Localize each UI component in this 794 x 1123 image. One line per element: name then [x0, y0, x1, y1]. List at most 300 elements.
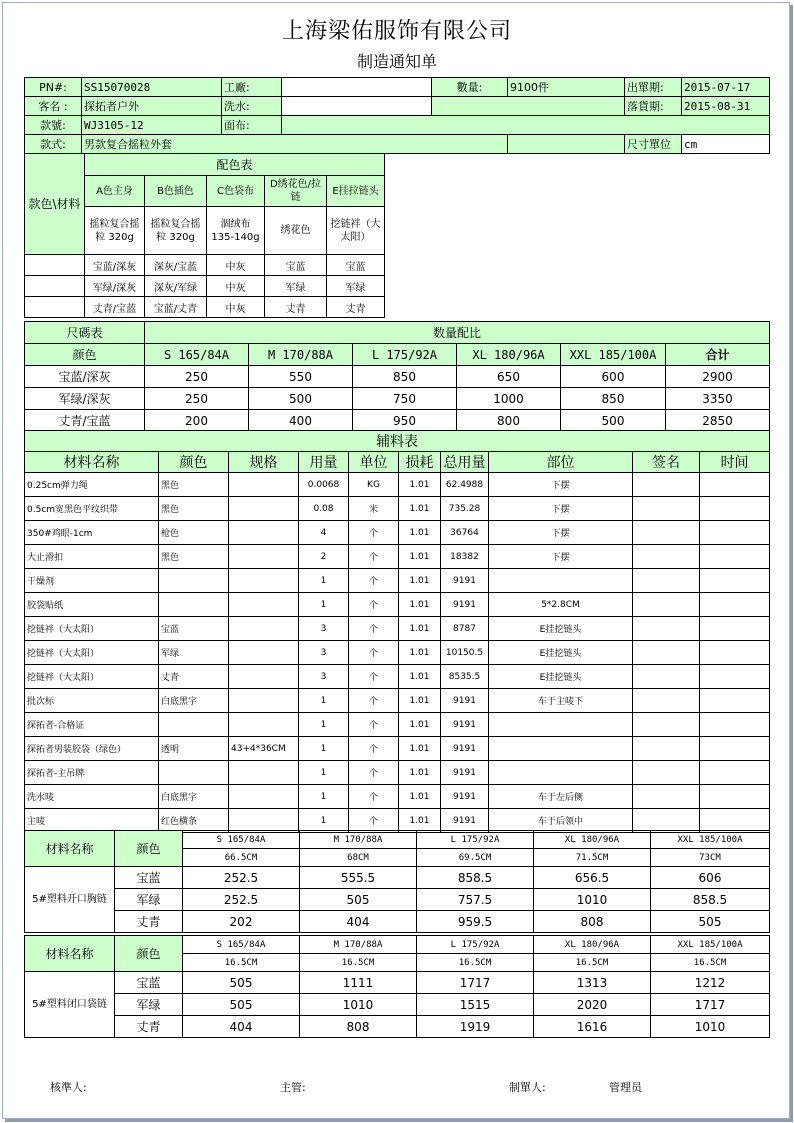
- accessory-sign-cell: [633, 641, 700, 665]
- quantity-cell: 500: [561, 410, 666, 432]
- zipper-qty-cell: 505: [651, 911, 770, 933]
- palette-cell: 深灰/军绿: [145, 276, 207, 297]
- maker-name: 管理员: [609, 1081, 642, 1094]
- accessory-cell: 探拓者-主吊牌: [25, 761, 159, 785]
- zipper-color-cell: 宝蓝: [115, 972, 183, 994]
- quantity-cell: 250: [145, 388, 249, 410]
- accessory-cell: 4: [299, 521, 349, 545]
- accessory-cell: 丈青: [159, 665, 229, 689]
- accessory-cell: 36764: [441, 521, 489, 545]
- accessory-sign-cell: [633, 617, 700, 641]
- zipper-row: [25, 972, 770, 994]
- accessory-cell: 1.01: [399, 473, 441, 497]
- accessory-cell: 探拓者男装胶袋（绿色）: [25, 737, 159, 761]
- accessory-time-cell: [700, 569, 770, 593]
- accessory-time-cell: [700, 737, 770, 761]
- accessory-cell: 1.01: [399, 689, 441, 713]
- quantity-row: [25, 388, 770, 410]
- accessory-cell: 下摆: [489, 497, 633, 521]
- accessories-column-header: 颜色: [159, 452, 229, 473]
- palette-row-blank: [25, 297, 85, 318]
- zipper-length-cell: 66.5CM: [183, 849, 300, 867]
- accessory-row: [25, 569, 770, 593]
- accessory-cell: 个: [349, 665, 399, 689]
- accessory-row: [25, 785, 770, 809]
- accessory-row: [25, 713, 770, 737]
- quantity-total-cell: 2900: [666, 366, 770, 388]
- zipper-qty-cell: 555.5: [300, 867, 417, 889]
- zipper-color-header: 颜色: [115, 831, 183, 867]
- accessory-cell: 62.4988: [441, 473, 489, 497]
- accessory-cell: 挖链袢（大太阳）: [25, 665, 159, 689]
- zipper-length-cell: 16.5CM: [417, 954, 534, 972]
- zipper-size-header: XL 180/96A: [534, 936, 651, 954]
- palette-column-header: B色插色: [145, 176, 207, 207]
- factory-value: [282, 78, 432, 97]
- zipper-qty-cell: 1717: [417, 972, 534, 994]
- accessory-cell: 18382: [441, 545, 489, 569]
- zipper-name-header: 材料名称: [25, 831, 115, 867]
- accessory-cell: 350#鸡眼-1cm: [25, 521, 159, 545]
- accessory-cell: 下摆: [489, 545, 633, 569]
- accessories-column-header: 总用量: [441, 452, 489, 473]
- zipper-qty-cell: 404: [300, 911, 417, 933]
- accessory-cell: 个: [349, 809, 399, 833]
- quantity-color-cell: 丈青/宝蓝: [25, 410, 145, 432]
- zipper-length-cell: 16.5CM: [651, 954, 770, 972]
- accessories-column-header: 损耗: [399, 452, 441, 473]
- accessory-cell: 1: [299, 569, 349, 593]
- palette-cell: 中灰: [207, 276, 265, 297]
- accessory-sign-cell: [633, 665, 700, 689]
- accessory-cell: [229, 545, 299, 569]
- accessory-cell: 个: [349, 521, 399, 545]
- supervisor-label: 主管:: [280, 1081, 306, 1094]
- zipper-qty-cell: 1717: [651, 994, 770, 1016]
- accessory-sign-cell: [633, 809, 700, 833]
- accessory-cell: 1.01: [399, 641, 441, 665]
- zipper-size-header: L 175/92A: [417, 831, 534, 849]
- zipper-material-cell: 5#塑料闭口袋链: [25, 972, 115, 1038]
- accessory-time-cell: [700, 665, 770, 689]
- accessory-cell: 个: [349, 569, 399, 593]
- accessory-cell: 1.01: [399, 809, 441, 833]
- color-column-header: 颜色: [25, 344, 145, 366]
- size-column-header: S 165/84A: [145, 344, 249, 366]
- accessory-cell: 1.01: [399, 593, 441, 617]
- palette-material-cell: 摇粒复合摇粒 320g: [145, 207, 207, 255]
- accessory-cell: 批次标: [25, 689, 159, 713]
- zipper-size-header: XL 180/96A: [534, 831, 651, 849]
- ship-date-label: 出單期:: [625, 78, 682, 97]
- accessory-cell: [229, 593, 299, 617]
- accessory-cell: 个: [349, 545, 399, 569]
- palette-column-header: A色主身: [85, 176, 145, 207]
- accessory-cell: 宝蓝: [159, 617, 229, 641]
- accessory-cell: [229, 473, 299, 497]
- zipper-qty-cell: 252.5: [183, 867, 300, 889]
- palette-row: [25, 255, 770, 276]
- accessory-cell: 黑色: [159, 497, 229, 521]
- accessories-column-header: 用量: [299, 452, 349, 473]
- accessory-cell: 洗水唛: [25, 785, 159, 809]
- zipper-qty-cell: 656.5: [534, 867, 651, 889]
- quantity-cell: 800: [457, 410, 561, 432]
- accessory-cell: 下摆: [489, 521, 633, 545]
- zipper-length-cell: 16.5CM: [534, 954, 651, 972]
- accessory-sign-cell: [633, 785, 700, 809]
- quantity-ratio-label: 数量配比: [145, 322, 770, 344]
- accessory-cell: 735.28: [441, 497, 489, 521]
- accessory-cell: [229, 713, 299, 737]
- accessory-row: [25, 617, 770, 641]
- accessory-cell: 1.01: [399, 545, 441, 569]
- customer-value: 探拓者户外: [82, 97, 222, 116]
- palette-row: [25, 276, 770, 297]
- quantity-color-cell: 宝蓝/深灰: [25, 366, 145, 388]
- accessory-cell: 9191: [441, 713, 489, 737]
- accessory-cell: 大止滑扣: [25, 545, 159, 569]
- accessory-row: [25, 665, 770, 689]
- accessory-cell: 9191: [441, 593, 489, 617]
- accessory-cell: KG: [349, 473, 399, 497]
- palette-cell: 中灰: [207, 255, 265, 276]
- zipper-length-cell: 69.5CM: [417, 849, 534, 867]
- accessory-cell: 1.01: [399, 521, 441, 545]
- palette-title: 配色表: [85, 154, 385, 176]
- accessory-time-cell: [700, 785, 770, 809]
- palette-cell: 宝蓝: [265, 255, 327, 276]
- zipper-length-cell: 73CM: [651, 849, 770, 867]
- zipper-qty-cell: 202: [183, 911, 300, 933]
- zipper-qty-cell: 808: [300, 1016, 417, 1038]
- type-blank: [508, 135, 625, 154]
- palette-cell: 丈青/宝蓝: [85, 297, 145, 318]
- zipper-row: [25, 889, 770, 911]
- accessory-sign-cell: [633, 761, 700, 785]
- zipper-size-header: XXL 185/100A: [651, 936, 770, 954]
- accessory-cell: 5*2.8CM: [489, 593, 633, 617]
- wash-label: 洗水:: [222, 97, 282, 116]
- quantity-cell: 650: [457, 366, 561, 388]
- accessory-cell: 9191: [441, 737, 489, 761]
- accessory-cell: 车于后领中: [489, 809, 633, 833]
- quantity-table: [24, 321, 770, 432]
- zipper-qty-cell: 858.5: [651, 889, 770, 911]
- palette-material-cell: 摇粒复合摇粒 320g: [85, 207, 145, 255]
- zipper-size-header: M 170/88A: [300, 831, 417, 849]
- zipper-qty-cell: 404: [183, 1016, 300, 1038]
- accessory-sign-cell: [633, 473, 700, 497]
- accessory-time-cell: [700, 713, 770, 737]
- accessory-cell: 枪色: [159, 521, 229, 545]
- accessory-time-cell: [700, 521, 770, 545]
- accessory-cell: 探拓者-合格证: [25, 713, 159, 737]
- accessory-sign-cell: [633, 545, 700, 569]
- customer-label: 客名 :: [25, 97, 82, 116]
- palette-cell: 宝蓝: [327, 255, 385, 276]
- quantity-total-cell: 2850: [666, 410, 770, 432]
- accessory-cell: 1.01: [399, 761, 441, 785]
- palette-cell: 军绿: [327, 276, 385, 297]
- due-date-label: 落貨期:: [625, 97, 682, 116]
- quantity-total-cell: 3350: [666, 388, 770, 410]
- zipper-qty-cell: 1616: [534, 1016, 651, 1038]
- factory-label: 工廠:: [222, 78, 282, 97]
- palette-cell: 中灰: [207, 297, 265, 318]
- accessory-cell: 9191: [441, 569, 489, 593]
- accessory-time-cell: [700, 473, 770, 497]
- zipper-qty-cell: 252.5: [183, 889, 300, 911]
- quantity-cell: 400: [249, 410, 353, 432]
- zipper-qty-cell: 505: [183, 972, 300, 994]
- accessory-cell: 1.01: [399, 497, 441, 521]
- accessory-cell: 干燥剂: [25, 569, 159, 593]
- accessory-cell: 白底黑字: [159, 785, 229, 809]
- palette-cell: 深灰/宝蓝: [145, 255, 207, 276]
- accessory-cell: 43+4*36CM: [229, 737, 299, 761]
- accessory-row: [25, 761, 770, 785]
- size-unit-value: cm: [682, 135, 770, 154]
- palette-material-cell: 涸绒布 135-140g: [207, 207, 265, 255]
- zipper-row: [25, 867, 770, 889]
- form-title: 制造通知单: [356, 52, 437, 71]
- accessory-sign-cell: [633, 689, 700, 713]
- accessory-cell: 白底黑字: [159, 689, 229, 713]
- accessory-cell: [159, 713, 229, 737]
- zipper-size-header: M 170/88A: [300, 936, 417, 954]
- accessory-cell: [229, 617, 299, 641]
- palette-cell: 宝蓝/深灰: [85, 255, 145, 276]
- zipper-row: [25, 994, 770, 1016]
- accessory-cell: 挖链袢（大太阳）: [25, 617, 159, 641]
- accessories-column-header: 规格: [229, 452, 299, 473]
- palette-cell: 军绿/深灰: [85, 276, 145, 297]
- accessory-cell: 个: [349, 689, 399, 713]
- accessory-row: [25, 641, 770, 665]
- palette-cell: 宝蓝/丈青: [145, 297, 207, 318]
- accessory-cell: 3: [299, 641, 349, 665]
- fabric-value: [282, 116, 770, 135]
- zipper-qty-cell: 1010: [300, 994, 417, 1016]
- quantity-cell: 250: [145, 366, 249, 388]
- zipper-length-cell: 16.5CM: [300, 954, 417, 972]
- accessory-cell: E挂挖链头: [489, 641, 633, 665]
- zipper-qty-cell: 1515: [417, 994, 534, 1016]
- accessory-cell: 8787: [441, 617, 489, 641]
- accessory-row: [25, 689, 770, 713]
- accessory-row: [25, 593, 770, 617]
- accessory-cell: 透明: [159, 737, 229, 761]
- zipper-size-header: L 175/92A: [417, 936, 534, 954]
- zipper-qty-cell: 858.5: [417, 867, 534, 889]
- total-column-header: 合计: [666, 344, 770, 366]
- accessory-cell: 0.5cm宽黑色平纹织带: [25, 497, 159, 521]
- zipper-length-cell: 68CM: [300, 849, 417, 867]
- accessory-cell: [489, 713, 633, 737]
- accessories-column-header: 部位: [489, 452, 633, 473]
- quantity-cell: 500: [249, 388, 353, 410]
- zipper-table-2: [24, 935, 770, 1038]
- type-value: 男款复合摇粒外套: [82, 135, 508, 154]
- header-info-table: [24, 77, 770, 154]
- accessory-time-cell: [700, 689, 770, 713]
- accessory-sign-cell: [633, 713, 700, 737]
- zipper-qty-cell: 2020: [534, 994, 651, 1016]
- accessory-cell: 1: [299, 713, 349, 737]
- accessories-column-header: 单位: [349, 452, 399, 473]
- accessory-cell: 9191: [441, 809, 489, 833]
- accessory-sign-cell: [633, 521, 700, 545]
- quantity-color-cell: 军绿/深灰: [25, 388, 145, 410]
- accessory-row: [25, 473, 770, 497]
- zipper-qty-cell: 505: [183, 994, 300, 1016]
- style-no-label: 款號:: [25, 116, 82, 135]
- accessory-cell: 军绿: [159, 641, 229, 665]
- accessory-cell: 1.01: [399, 785, 441, 809]
- accessory-cell: 1: [299, 737, 349, 761]
- accessory-cell: 1: [299, 809, 349, 833]
- accessory-cell: [229, 521, 299, 545]
- palette-row-label: 款色\材料: [25, 154, 85, 255]
- ship-date-value: 2015-07-17: [682, 78, 770, 97]
- zipper-color-cell: 军绿: [115, 994, 183, 1016]
- quantity-row: [25, 410, 770, 432]
- accessory-time-cell: [700, 809, 770, 833]
- accessory-cell: [229, 641, 299, 665]
- accessory-cell: [159, 761, 229, 785]
- accessory-cell: 主唛: [25, 809, 159, 833]
- accessories-column-header: 材料名称: [25, 452, 159, 473]
- pn-label: PN#:: [25, 78, 82, 97]
- zipper-qty-cell: 1010: [651, 1016, 770, 1038]
- zipper-length-cell: 16.5CM: [183, 954, 300, 972]
- pn-value: SS15070028: [82, 78, 222, 97]
- accessory-cell: [229, 665, 299, 689]
- accessory-cell: [229, 689, 299, 713]
- quantity-cell: 850: [353, 366, 457, 388]
- size-column-header: XL 180/96A: [457, 344, 561, 366]
- zipper-color-cell: 军绿: [115, 889, 183, 911]
- quantity-cell: 200: [145, 410, 249, 432]
- quantity-row: [25, 366, 770, 388]
- accessory-sign-cell: [633, 497, 700, 521]
- accessory-sign-cell: [633, 593, 700, 617]
- accessory-cell: 黑色: [159, 545, 229, 569]
- accessory-cell: 0.08: [299, 497, 349, 521]
- accessory-cell: 米: [349, 497, 399, 521]
- palette-column-header: E挂拉链头: [327, 176, 385, 207]
- zipper-qty-cell: 1919: [417, 1016, 534, 1038]
- accessory-cell: [229, 761, 299, 785]
- accessory-cell: [229, 497, 299, 521]
- zipper-color-header: 颜色: [115, 936, 183, 972]
- zipper-qty-cell: 757.5: [417, 889, 534, 911]
- company-name: 上海梁佑服饰有限公司: [281, 19, 512, 44]
- accessory-cell: [489, 761, 633, 785]
- accessory-time-cell: [700, 497, 770, 521]
- palette-row-blank: [25, 255, 85, 276]
- accessory-cell: [229, 785, 299, 809]
- quantity-cell: 550: [249, 366, 353, 388]
- accessory-row: [25, 809, 770, 833]
- size-unit-label: 尺寸單位: [625, 135, 682, 154]
- size-column-header: L 175/92A: [353, 344, 457, 366]
- wash-value: [282, 97, 432, 116]
- header-blank: [432, 97, 625, 116]
- accessory-row: [25, 521, 770, 545]
- accessory-cell: 个: [349, 785, 399, 809]
- zipper-qty-cell: 1212: [651, 972, 770, 994]
- accessory-cell: 0.0068: [299, 473, 349, 497]
- zipper-qty-cell: 1111: [300, 972, 417, 994]
- accessory-cell: 个: [349, 737, 399, 761]
- accessory-cell: 个: [349, 593, 399, 617]
- accessory-cell: 1: [299, 785, 349, 809]
- zipper-material-cell: 5#塑料开口胸链: [25, 867, 115, 933]
- accessory-cell: 3: [299, 617, 349, 641]
- palette-cell: 丈青: [265, 297, 327, 318]
- color-palette-table: [24, 153, 770, 318]
- accessory-cell: 黑色: [159, 473, 229, 497]
- accessory-cell: [229, 809, 299, 833]
- accessory-cell: 胶袋贴纸: [25, 593, 159, 617]
- accessory-row: [25, 545, 770, 569]
- quantity-cell: 600: [561, 366, 666, 388]
- palette-row-blank: [25, 276, 85, 297]
- accessory-time-cell: [700, 617, 770, 641]
- zipper-row: [25, 911, 770, 933]
- accessory-cell: E挂挖链头: [489, 617, 633, 641]
- accessory-cell: 1: [299, 593, 349, 617]
- quantity-cell: 1000: [457, 388, 561, 410]
- zipper-color-cell: 丈青: [115, 911, 183, 933]
- accessory-cell: 车于主唛下: [489, 689, 633, 713]
- accessory-cell: 个: [349, 617, 399, 641]
- zipper-size-header: XXL 185/100A: [651, 831, 770, 849]
- accessory-cell: 1.01: [399, 617, 441, 641]
- accessory-cell: 10150.5: [441, 641, 489, 665]
- accessory-cell: 9191: [441, 761, 489, 785]
- accessory-cell: E挂挖链头: [489, 665, 633, 689]
- style-no-value: WJ3105-12: [82, 116, 222, 135]
- accessory-cell: 8535.5: [441, 665, 489, 689]
- palette-row: [25, 297, 770, 318]
- accessory-cell: 1.01: [399, 665, 441, 689]
- accessories-column-header: 签名: [633, 452, 700, 473]
- maker-label: 制單人:: [509, 1081, 546, 1094]
- accessory-cell: 个: [349, 761, 399, 785]
- quantity-cell: 750: [353, 388, 457, 410]
- accessory-cell: 9191: [441, 785, 489, 809]
- accessory-cell: 个: [349, 641, 399, 665]
- zipper-name-header: 材料名称: [25, 936, 115, 972]
- palette-cell: 丈青: [327, 297, 385, 318]
- accessories-title: 辅料表: [25, 431, 770, 452]
- accessory-time-cell: [700, 593, 770, 617]
- zipper-row: [25, 1016, 770, 1038]
- accessory-cell: 3: [299, 665, 349, 689]
- palette-material-cell: 挖链袢（大太阳）: [327, 207, 385, 255]
- approver-label: 核準人:: [50, 1081, 87, 1094]
- size-table-label: 尺碼表: [25, 322, 145, 344]
- qty-label: 數量:: [432, 78, 508, 97]
- quantity-cell: 950: [353, 410, 457, 432]
- accessory-cell: 0.25cm弹力绳: [25, 473, 159, 497]
- quantity-cell: 850: [561, 388, 666, 410]
- accessory-sign-cell: [633, 569, 700, 593]
- zipper-size-header: S 165/84A: [183, 831, 300, 849]
